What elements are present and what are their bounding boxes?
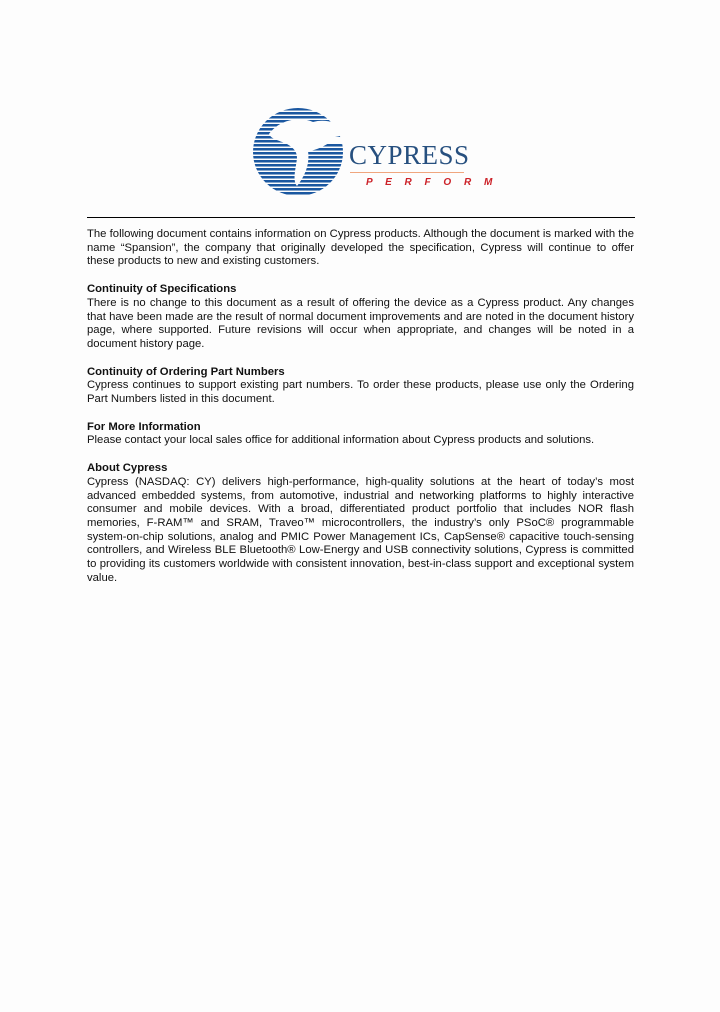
section-heading: For More Information [87, 420, 201, 433]
section-heading: Continuity of Specifications [87, 283, 237, 296]
document-content [87, 228, 634, 585]
globe-icon [253, 108, 353, 196]
section-about-cypress [87, 462, 634, 585]
section-heading: Continuity of Ordering Part Numbers [87, 365, 285, 378]
section-body: Cypress continues to support existing part numbers. To order these products, please use only the Ordering Part Numbers listed in this document. [87, 379, 634, 406]
wordmark-underline [350, 172, 464, 173]
section-continuity-of-ordering-part-numbers [87, 366, 634, 407]
section-continuity-of-specifications [87, 283, 634, 352]
brand-tagline: P E R F O R M [366, 177, 498, 188]
divider-rule [87, 217, 635, 218]
section-body: There is no change to this document as a result of offering the device as a Cypress product. Any changes that have been made are the result of normal document improvements and are noted in the document history page, where supported. Future revisions will occur when appropriate, and changes will be noted in a document history page. [87, 296, 634, 350]
intro-paragraph: The following document contains information on Cypress products. Although the document is marked with the name “Spansion”, the company that originally developed the specification, Cypress will continue to offer these products to new and existing customers. [87, 228, 634, 268]
brand-wordmark: CYPRESS [349, 140, 470, 170]
section-body: Cypress (NASDAQ: CY) delivers high-performance, high-quality solutions at the heart of today’s most advanced embedded systems, from automotive, industrial and networking platforms to highly interactive consumer and mobile devices. With a broad, differentiated product portfolio that includes NOR flash memories, F-RAM™ and SRAM, Traveo™ microcontrollers, the industry’s only PSoC® programmable system-on-chip solutions, analog and PMIC Power Management ICs, CapSense® capacitive touch-sensing controllers, and Wireless BLE Bluetooth® Low-Energy and USB connectivity solutions, Cypress is committed to providing its customers worldwide with consistent innovation, best-in-class support and exceptional system value. [87, 475, 634, 584]
cypress-logo [253, 108, 498, 193]
section-heading: About Cypress [87, 462, 168, 475]
section-for-more-information [87, 421, 634, 448]
section-body: Please contact your local sales office for additional information about Cypress products and solutions. [87, 434, 595, 447]
